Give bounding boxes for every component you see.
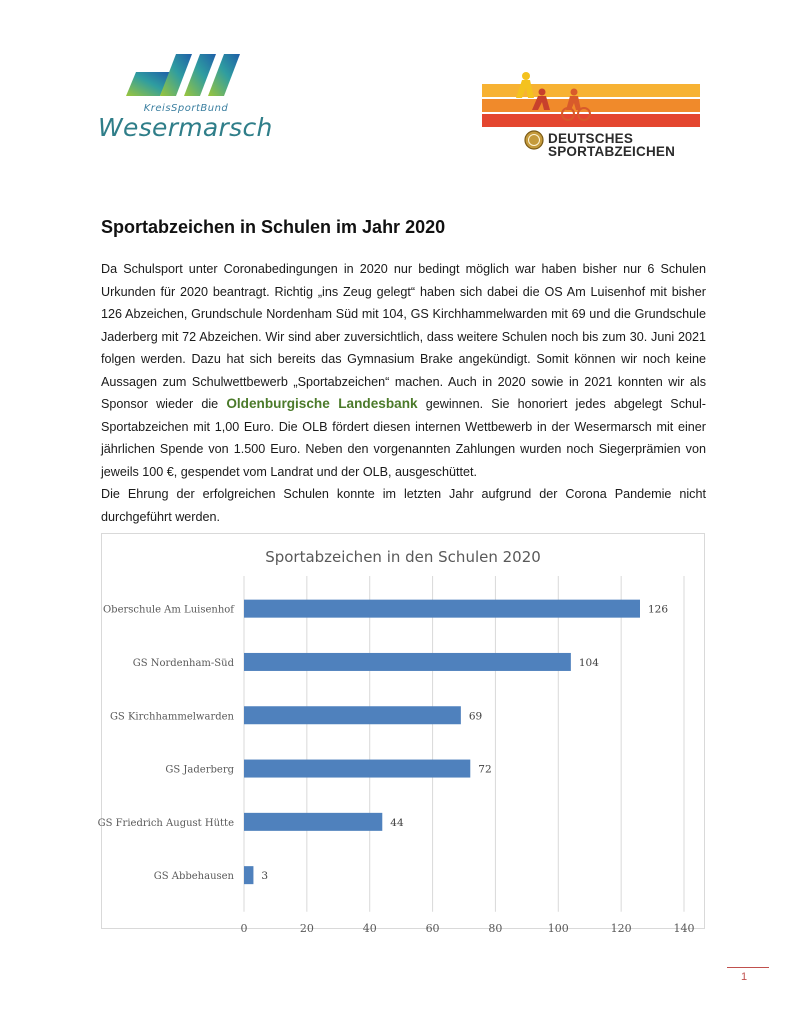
bar: [244, 653, 571, 671]
data-label: 72: [478, 763, 492, 776]
x-tick-label: 140: [673, 921, 695, 935]
x-tick-label: 120: [610, 921, 632, 935]
x-tick-label: 100: [547, 921, 569, 935]
category-label: Oberschule Am Luisenhof: [102, 604, 234, 616]
bar: [244, 760, 470, 778]
ksb-name: Wesermarsch: [98, 113, 273, 142]
page-number-rule: [727, 967, 769, 968]
x-tick-label: 60: [425, 921, 440, 935]
kreissportbund-logo: [98, 50, 273, 142]
sponsor-name: Oldenburgische Landesbank: [226, 396, 418, 411]
body-text: [101, 258, 706, 528]
dsa-line1: DEUTSCHES: [548, 131, 634, 146]
paragraph-1-intro: Da Schulsport unter Coronabedingungen in 2020 nur bedingt möglich war haben bisher nur 6 Schulen Urkunden für 2020 beantragt. Richtig „ins Zeug gelegt“ haben sich dabei die OS Am Luisenhof mit bisher 126 Abzeichen, Grundschule Nordenham Süd mit 104, GS Kirchhammelwarden mit 69 und die Grundschule Jaderberg mit 72 Abzeichen. Wir sind aber zuversichtlich, dass weitere Schulen noch bis zum 30. Juni 2021 folgen werden. Dazu hat sich bereits das Gymnasium Brake angekündigt. Somit können wir noch keine Aussagen zum Schulwettbewerb „Sportabzeichen“ machen. Auch in 2020 sowie in 2021 konnten wir als Sponsor wieder die: [101, 262, 706, 411]
data-label: 126: [648, 603, 669, 616]
dsa-line2: SPORTABZEICHEN: [548, 144, 676, 159]
ksb-emblem-icon: [126, 50, 246, 100]
bar: [244, 813, 382, 831]
bar: [244, 706, 461, 724]
data-label: 3: [261, 870, 269, 883]
sport-stripes-icon: [482, 70, 700, 128]
deutsches-sportabzeichen-logo: [482, 70, 700, 162]
dsa-wordmark: [548, 132, 675, 158]
chart-canvas: [97, 534, 704, 935]
bar-chart: [97, 533, 705, 935]
x-tick-label: 40: [362, 921, 377, 935]
data-label: 44: [390, 816, 404, 829]
category-label: GS Nordenham-Süd: [132, 657, 234, 669]
paragraph-2: Die Ehrung der erfolgreichen Schulen konnte im letzten Jahr aufgrund der Corona Pandemie nicht durchgeführt werden.: [101, 487, 706, 524]
x-tick-label: 0: [240, 921, 248, 935]
sportabzeichen-seal-icon: [524, 130, 544, 150]
category-label: GS Kirchhammelwarden: [109, 711, 234, 723]
page-number: 1: [741, 971, 748, 983]
ksb-tagline: KreisSportBund: [143, 103, 229, 114]
paragraph-1: [101, 258, 706, 483]
bar: [244, 600, 640, 618]
page-title: Sportabzeichen in Schulen im Jahr 2020: [101, 217, 446, 237]
paragraph-1-rest: gewinnen. Sie honoriert jedes abgelegt Schul-Sportabzeichen mit 1,00 Euro. Die OLB fördert diesen internen Wettbewerb in der Wesermarsch mit einer jährlichen Spende von 1.500 Euro. Neben den vorgenannten Zahlungen wurden noch Siegerprämien von jeweils 100 €, gespendet vom Landrat und der OLB, ausgeschüttet.: [101, 397, 706, 479]
data-label: 104: [578, 656, 599, 669]
category-label: GS Abbehausen: [153, 871, 234, 883]
chart-title: Sportabzeichen in den Schulen 2020: [265, 548, 541, 566]
category-label: GS Friedrich August Hütte: [97, 817, 234, 829]
category-label: GS Jaderberg: [165, 764, 234, 776]
data-label: 69: [468, 710, 483, 723]
x-tick-label: 20: [299, 921, 314, 935]
x-tick-label: 80: [488, 921, 503, 935]
bar: [244, 866, 253, 884]
